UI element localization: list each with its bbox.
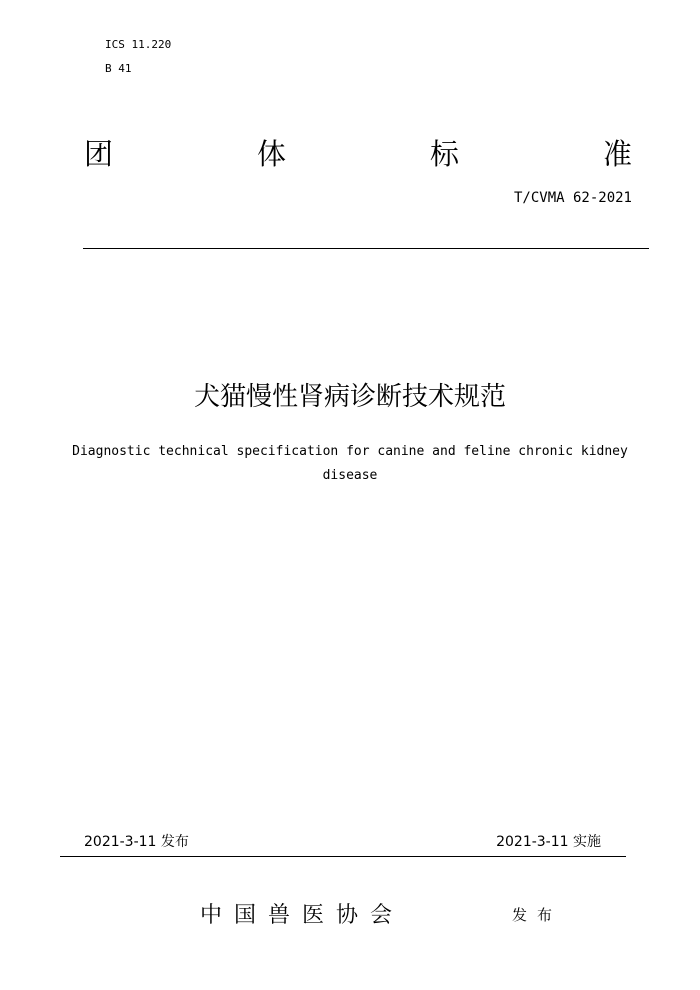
standard-type-char-3: 标 xyxy=(429,137,459,171)
publish-date: 2021-3-11 发布 xyxy=(84,834,189,850)
title-english: Diagnostic technical specification for canine and feline chronic kidney disease xyxy=(72,444,628,483)
publisher-action: 发布 xyxy=(512,906,563,924)
implement-date: 2021-3-11 实施 xyxy=(496,834,601,850)
standard-number: T/CVMA 62-2021 xyxy=(513,190,632,206)
standard-type-char-2: 体 xyxy=(256,137,286,171)
title-chinese: 犬猫慢性肾病诊断技术规范 xyxy=(193,382,506,412)
ics-code: ICS 11.220 xyxy=(105,38,172,51)
standard-type-char-1: 团 xyxy=(84,137,114,171)
publisher-name: 中国兽医协会 xyxy=(200,903,405,928)
footer-divider xyxy=(60,856,626,857)
header-divider xyxy=(83,248,649,249)
standard-type-char-4: 准 xyxy=(602,137,632,171)
ccs-code: B 41 xyxy=(105,62,132,75)
standard-type-heading xyxy=(84,136,632,172)
